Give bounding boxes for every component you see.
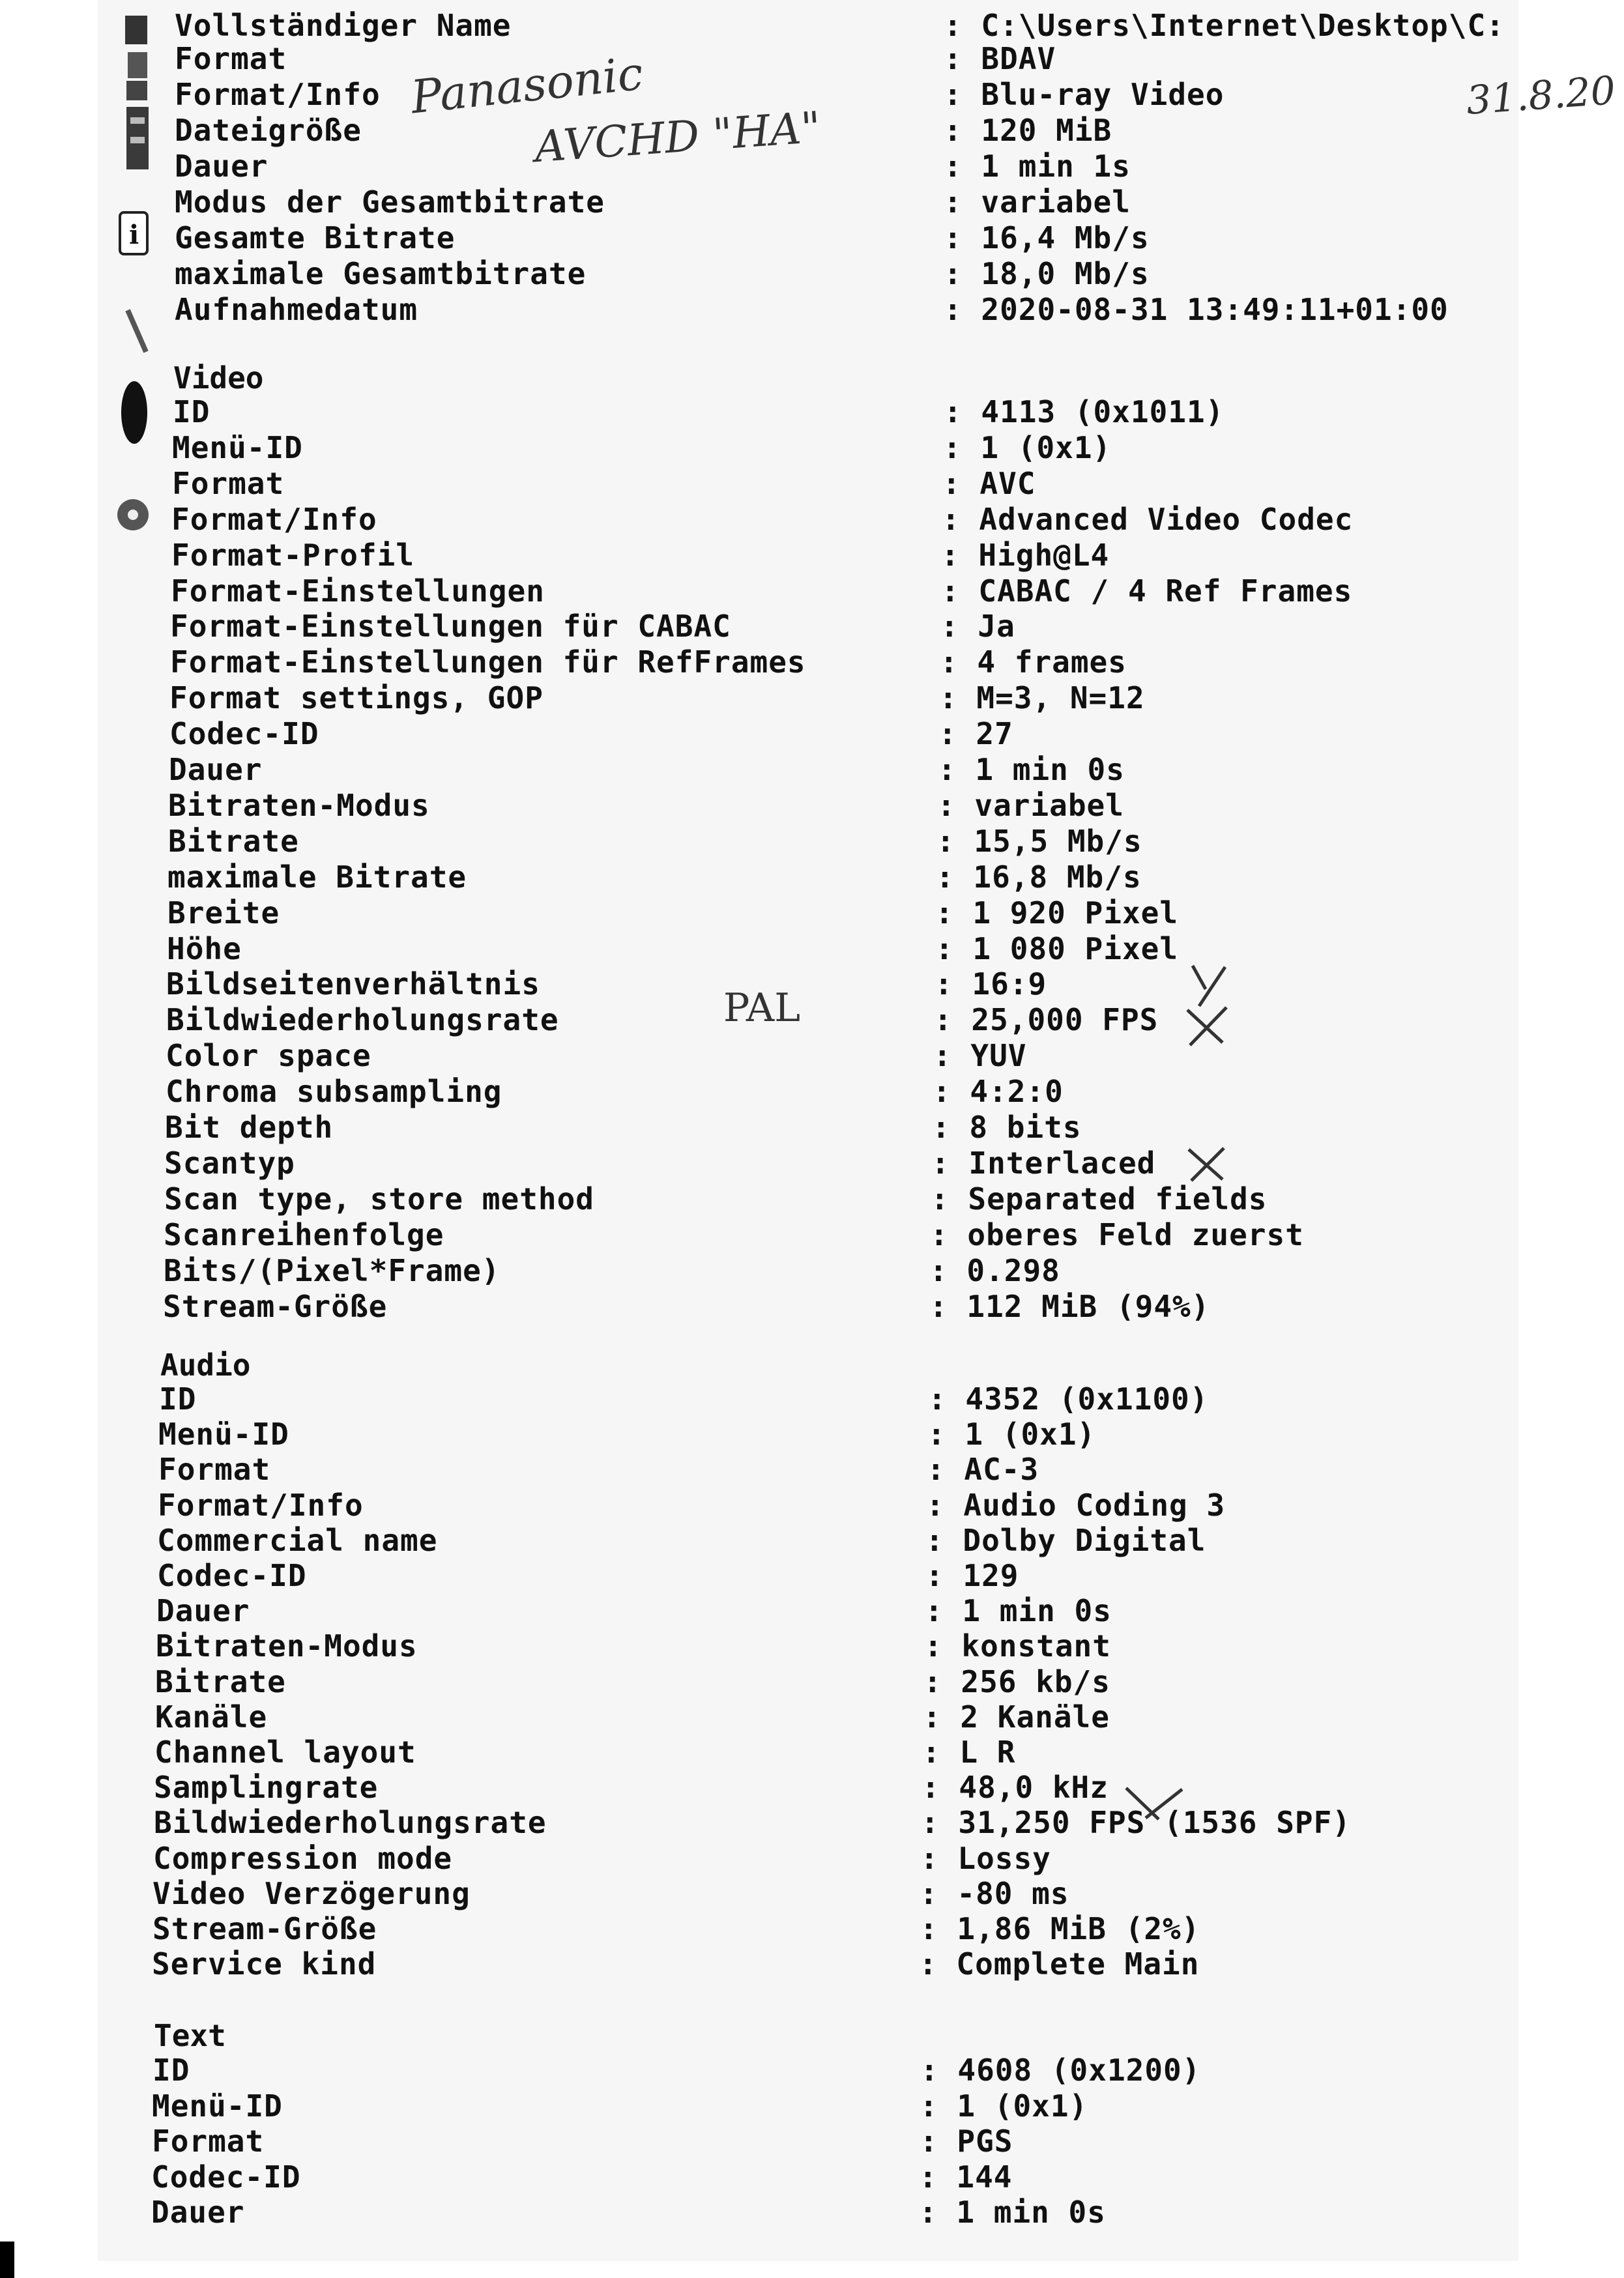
audio-value: : 4352 (0x1100) [928, 1381, 1209, 1417]
video-row [169, 752, 1537, 787]
video-value: : 16,8 Mb/s [936, 859, 1142, 895]
video-row [167, 895, 1536, 930]
video-key: Menü-ID [172, 430, 303, 465]
video-value: : 16:9 [935, 966, 1047, 1002]
audio-value: : 129 [925, 1558, 1019, 1593]
text-row [151, 2195, 1520, 2230]
checkmark-aspect [1180, 963, 1232, 1009]
video-value: : 25,000 FPS [934, 1002, 1159, 1037]
video-value: : 4:2:0 [933, 1074, 1064, 1109]
video-row [166, 966, 1535, 1002]
video-row [164, 1146, 1533, 1181]
general-row [175, 113, 1543, 148]
audio-key: Format/Info [158, 1488, 364, 1523]
text-value: : 144 [919, 2159, 1013, 2195]
general-row [175, 8, 1543, 43]
video-row [171, 538, 1540, 573]
general-value: : C:\Users\Internet\Desktop\C: [944, 8, 1505, 43]
video-value: : High@L4 [941, 538, 1110, 573]
video-value: : variabel [937, 788, 1124, 823]
info-icon [116, 210, 151, 257]
audio-value: : 2 Kanäle [923, 1699, 1110, 1735]
text-row [152, 2053, 1521, 2088]
general-row [175, 41, 1543, 76]
audio-key: Bitrate [155, 1664, 286, 1699]
general-row [175, 292, 1543, 327]
video-key: Format-Einstellungen für RefFrames [170, 644, 806, 680]
video-value: : 1 920 Pixel [935, 895, 1179, 930]
text-value: : 1 (0x1) [920, 2088, 1088, 2124]
audio-key: Commercial name [157, 1523, 438, 1558]
video-value: : 112 MiB (94%) [929, 1289, 1210, 1324]
archive-icon [124, 104, 152, 176]
audio-key: Service kind [152, 1946, 377, 1982]
video-key: Chroma subsampling [166, 1074, 502, 1109]
video-value: : YUV [933, 1038, 1027, 1073]
handwritten-note-line1: Panasonic [408, 46, 646, 124]
general-key: Dauer [175, 149, 268, 184]
audio-value: : 256 kb/s [923, 1664, 1110, 1699]
audio-row [159, 1381, 1528, 1417]
video-key: Bitrate [168, 824, 299, 859]
audio-row [154, 1770, 1522, 1805]
speaker-icon [117, 377, 150, 448]
video-value: : 15,5 Mb/s [936, 824, 1142, 859]
text-key: Dauer [151, 2195, 245, 2230]
text-key: Format [152, 2124, 265, 2159]
general-key: Aufnahmedatum [175, 292, 418, 327]
audio-row [152, 1876, 1521, 1911]
video-row [166, 1074, 1534, 1109]
handwritten-note-line2: AVCHD "HA" [532, 102, 823, 173]
video-row [171, 573, 1539, 609]
video-value: : Advanced Video Codec [942, 502, 1354, 537]
video-value: : 1 (0x1) [943, 430, 1112, 465]
audio-row [155, 1699, 1524, 1735]
text-row [151, 2159, 1520, 2195]
video-value: : 4 frames [940, 644, 1127, 680]
audio-value: : L R [922, 1735, 1016, 1770]
general-value: : BDAV [944, 41, 1056, 76]
text-key: ID [152, 2053, 190, 2088]
text-value: : 4608 (0x1200) [920, 2053, 1201, 2088]
general-value: : 16,4 Mb/s [944, 220, 1150, 255]
audio-key: Kanäle [155, 1699, 268, 1735]
video-row [163, 1289, 1531, 1324]
audio-key: ID [159, 1381, 197, 1417]
audio-row [158, 1488, 1526, 1523]
audio-key: Dauer [156, 1593, 250, 1628]
video-key: Format-Profil [171, 538, 415, 573]
video-value: : 0.298 [929, 1253, 1060, 1288]
audio-value: : Lossy [920, 1841, 1051, 1876]
video-key: Format-Einstellungen für CABAC [170, 609, 731, 644]
video-key: Bildseitenverhältnis [166, 966, 540, 1002]
video-value: : 4113 (0x1011) [944, 394, 1225, 429]
video-row [164, 1217, 1532, 1252]
audio-value: : 48,0 kHz [921, 1770, 1109, 1805]
audio-key: Menü-ID [158, 1417, 289, 1452]
video-row [170, 644, 1539, 680]
general-row [175, 220, 1543, 255]
video-row [167, 931, 1535, 966]
general-value: : variabel [944, 184, 1131, 220]
video-row [169, 716, 1538, 751]
video-row [165, 1110, 1533, 1145]
pen-icon [124, 306, 150, 358]
general-value: : 18,0 Mb/s [944, 256, 1150, 291]
video-value: : CABAC / 4 Ref Frames [941, 573, 1353, 609]
audio-row [153, 1841, 1522, 1876]
audio-row [155, 1664, 1524, 1699]
video-key: Scanreihenfolge [164, 1217, 444, 1252]
general-value: : Blu-ray Video [944, 77, 1225, 112]
general-value: : 2020-08-31 13:49:11+01:00 [944, 292, 1449, 327]
video-value: : Interlaced [931, 1146, 1156, 1181]
audio-row [156, 1593, 1525, 1628]
audio-value: : -80 ms [920, 1876, 1069, 1911]
audio-key: Compression mode [153, 1841, 453, 1876]
audio-row [152, 1911, 1521, 1946]
text-value: : 1 min 0s [919, 2195, 1106, 2230]
disc-icon [115, 495, 151, 534]
audio-value: : 1 min 0s [925, 1593, 1112, 1628]
video-row [164, 1181, 1533, 1217]
video-key: Color space [166, 1038, 371, 1073]
video-value: : Ja [940, 609, 1015, 644]
audio-row [158, 1452, 1527, 1487]
video-value: : 27 [938, 716, 1013, 751]
checkmark-scantype [1185, 1144, 1230, 1183]
audio-key: Channel layout [154, 1735, 416, 1770]
checkmark-samplingrate [1122, 1784, 1187, 1823]
audio-value: : 1 (0x1) [927, 1417, 1096, 1452]
audio-row [157, 1558, 1526, 1593]
general-key: Vollständiger Name [175, 8, 512, 43]
video-key: Scan type, store method [164, 1181, 594, 1217]
video-key: Stream-Größe [163, 1289, 388, 1324]
video-key: Höhe [167, 931, 242, 966]
text-row [152, 2124, 1520, 2159]
video-key: Codec-ID [169, 716, 319, 751]
video-row [164, 1253, 1532, 1288]
video-key: Scantyp [164, 1146, 295, 1181]
audio-value: : Audio Coding 3 [926, 1488, 1226, 1523]
text-key: Menü-ID [152, 2088, 283, 2124]
text-key: Codec-ID [151, 2159, 301, 2195]
video-key: Format [172, 466, 285, 501]
video-row [166, 1038, 1534, 1073]
general-row [175, 77, 1543, 112]
general-key: Modus der Gesamtbitrate [175, 184, 605, 220]
text-row [152, 2088, 1520, 2124]
checkmark-fps [1182, 1003, 1234, 1049]
audio-row [152, 1946, 1520, 1982]
video-key: maximale Bitrate [167, 859, 467, 895]
handwritten-date: 31.8.20 [1464, 68, 1617, 124]
audio-value: : Dolby Digital [925, 1523, 1206, 1558]
bdav-file-icon [124, 13, 151, 104]
audio-value: : konstant [924, 1628, 1111, 1664]
video-value: : 1 min 0s [938, 752, 1125, 787]
video-row [168, 824, 1537, 859]
general-key: maximale Gesamtbitrate [175, 256, 587, 291]
video-row [171, 502, 1540, 537]
general-value: : 1 min 1s [944, 149, 1131, 184]
video-key: Bit depth [165, 1110, 334, 1145]
video-row [170, 609, 1539, 644]
video-value: : AVC [942, 466, 1036, 501]
svg-text:i: i [129, 220, 139, 250]
audio-row [156, 1628, 1524, 1664]
general-row [175, 256, 1543, 291]
general-key: Gesamte Bitrate [175, 220, 456, 255]
video-value: : 1 080 Pixel [935, 931, 1179, 966]
audio-value: : 1,86 MiB (2%) [920, 1911, 1200, 1946]
video-key: Format-Einstellungen [171, 573, 545, 609]
audio-key: Video Verzögerung [152, 1876, 471, 1911]
video-value: : 8 bits [932, 1110, 1082, 1145]
audio-row [154, 1735, 1523, 1770]
audio-value: : Complete Main [919, 1946, 1200, 1982]
audio-key: Samplingrate [154, 1770, 379, 1805]
video-row [168, 788, 1537, 823]
video-row [172, 430, 1541, 465]
video-row [172, 466, 1541, 501]
scan-edge [0, 2242, 14, 2278]
general-value: : 120 MiB [944, 113, 1112, 148]
video-key: Breite [167, 895, 280, 930]
handwritten-pal: PAL [723, 985, 801, 1031]
video-key: Format settings, GOP [169, 680, 544, 715]
video-section-title: Video [173, 360, 264, 396]
video-value: : oberes Feld zuerst [930, 1217, 1304, 1252]
audio-row [154, 1805, 1522, 1840]
general-key: Dateigröße [175, 113, 362, 148]
general-row [175, 184, 1543, 220]
video-row [167, 859, 1536, 895]
video-row [166, 1002, 1535, 1037]
video-value: : Separated fields [931, 1181, 1268, 1217]
audio-row [157, 1523, 1526, 1558]
video-key: Bildwiederholungsrate [166, 1002, 559, 1037]
text-section-title: Text [154, 2018, 226, 2053]
video-key: Format/Info [171, 502, 377, 537]
video-row [173, 394, 1541, 429]
audio-key: Codec-ID [157, 1558, 307, 1593]
audio-value: : AC-3 [927, 1452, 1039, 1487]
audio-row [158, 1417, 1527, 1452]
text-value: : PGS [920, 2124, 1013, 2159]
video-row [169, 680, 1538, 715]
video-key: ID [173, 394, 210, 429]
audio-section-title: Audio [160, 1348, 251, 1383]
general-key: Format/Info [175, 77, 381, 112]
video-key: Bits/(Pixel*Frame) [164, 1253, 500, 1288]
audio-value: : 31,250 FPS (1536 SPF) [921, 1805, 1351, 1840]
video-key: Dauer [169, 752, 263, 787]
general-row [175, 149, 1543, 184]
video-key: Bitraten-Modus [168, 788, 430, 823]
audio-key: Bildwiederholungsrate [154, 1805, 547, 1840]
general-key: Format [175, 41, 287, 76]
audio-key: Bitraten-Modus [156, 1628, 418, 1664]
audio-key: Format [158, 1452, 271, 1487]
video-value: : M=3, N=12 [939, 680, 1145, 715]
audio-key: Stream-Größe [152, 1911, 377, 1946]
